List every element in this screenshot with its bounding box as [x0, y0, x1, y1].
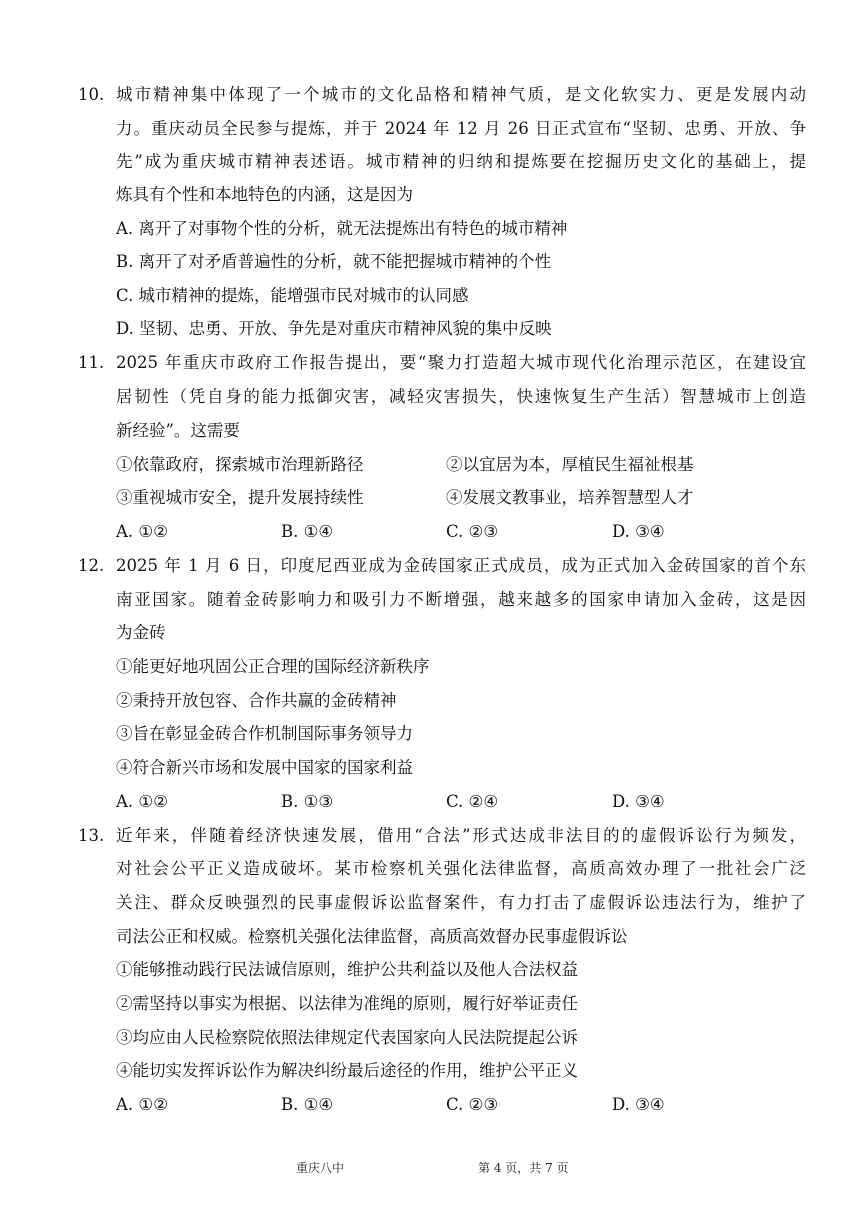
- statement-2: ②秉持开放包容、合作共赢的金砖精神: [116, 691, 397, 710]
- statement-3: ③均应由人民检察院依照法律规定代表国家向人民法院提起公诉: [116, 1028, 578, 1047]
- statement-3: ③重视城市安全，提升发展持续性: [116, 488, 364, 507]
- question-stem-line: 对社会公平正义造成破坏。某市检察机关强化法律监督，高质高效办理了一批社会广泛: [116, 859, 806, 878]
- statement-3: ③旨在彰显金砖合作机制国际事务领导力: [116, 724, 413, 743]
- option-d: D. 坚韧、忠勇、开放、争先是对重庆市精神风貌的集中反映: [116, 319, 552, 338]
- question-stem-line: 南亚国家。随着金砖影响力和吸引力不断增强，越来越多的国家申请加入金砖，这是因: [116, 590, 806, 609]
- statement-1: ①依靠政府，探索城市治理新路径: [116, 455, 364, 474]
- statement-4: ④符合新兴市场和发展中国家的国家利益: [116, 758, 413, 777]
- statement-4: ④能切实发挥诉讼作为解决纠纷最后途径的作用，维护公平正义: [116, 1061, 578, 1080]
- choice-c: C. ②④: [446, 792, 499, 811]
- option-b: B. 离开了对矛盾普遍性的分析，就不能把握城市精神的个性: [116, 252, 552, 271]
- statement-1: ①能够推动践行民法诚信原则，维护公共利益以及他人合法权益: [116, 960, 578, 979]
- question-number: 10.: [78, 85, 105, 104]
- choice-a: A. ①②: [116, 1095, 168, 1114]
- question-stem-line: 2025 年重庆市政府工作报告提出，要“聚力打造超大城市现代化治理示范区，在建设宜: [116, 353, 806, 372]
- footer-page-info: 第 4 页，共 7 页: [478, 1161, 569, 1175]
- question-stem-line: 关注、群众反映强烈的民事虚假诉讼监督案件，有力打击了虚假诉讼违法行为，维护了: [116, 893, 806, 912]
- question-stem-line: 居韧性（凭自身的能力抵御灾害，减轻灾害损失，快速恢复生产生活）智慧城市上创造: [116, 387, 806, 406]
- choice-c: C. ②③: [446, 1095, 499, 1114]
- choice-a: A. ①②: [116, 792, 168, 811]
- choice-d: D. ③④: [612, 522, 665, 541]
- question-stem-line: 近年来，伴随着经济快速发展，借用“合法”形式达成非法目的的虚假诉讼行为频发，: [116, 826, 806, 845]
- question-stem-line: 新经验”。这需要: [116, 421, 240, 440]
- question-stem-line: 司法公正和权威。检察机关强化法律监督，高质高效督办民事虚假诉讼: [116, 927, 628, 946]
- choice-d: D. ③④: [612, 792, 665, 811]
- question-number: 12.: [78, 556, 105, 575]
- question-stem-line: 先”成为重庆城市精神表述语。城市精神的归纳和提炼要在挖掘历史文化的基础上，提: [116, 152, 806, 171]
- statement-4: ④发展文教事业，培养智慧型人才: [446, 488, 694, 507]
- choice-b: B. ①④: [281, 1095, 334, 1114]
- question-stem-line: 为金砖: [116, 623, 166, 642]
- option-c: C. 城市精神的提炼，能增强市民对城市的认同感: [116, 286, 469, 305]
- choice-a: A. ①②: [116, 522, 168, 541]
- question-stem-line: 2025 年 1 月 6 日，印度尼西亚成为金砖国家正式成员，成为正式加入金砖国家的首个东: [116, 556, 806, 575]
- question-stem-line: 城市精神集中体现了一个城市的文化品格和精神气质，是文化软实力、更是发展内动: [116, 85, 806, 104]
- choice-b: B. ①③: [281, 792, 334, 811]
- choice-d: D. ③④: [612, 1095, 665, 1114]
- footer-school: 重庆八中: [296, 1161, 345, 1175]
- statement-1: ①能更好地巩固公正合理的国际经济新秩序: [116, 657, 430, 676]
- question-stem-line: 力。重庆动员全民参与提炼，并于 2024 年 12 月 26 日正式宣布“坚韧、忠勇、开放、争: [116, 119, 806, 138]
- choice-b: B. ①④: [281, 522, 334, 541]
- question-stem-line: 炼具有个性和本地特色的内涵，这是因为: [116, 185, 413, 204]
- statement-2: ②以宜居为本，厚植民生福祉根基: [446, 455, 694, 474]
- question-number: 13.: [78, 826, 105, 845]
- statement-2: ②需坚持以事实为根据、以法律为准绳的原则，履行好举证责任: [116, 994, 578, 1013]
- question-number: 11.: [78, 353, 105, 372]
- choice-c: C. ②③: [446, 522, 499, 541]
- option-a: A. 离开了对事物个性的分析，就无法提炼出有特色的城市精神: [116, 219, 568, 238]
